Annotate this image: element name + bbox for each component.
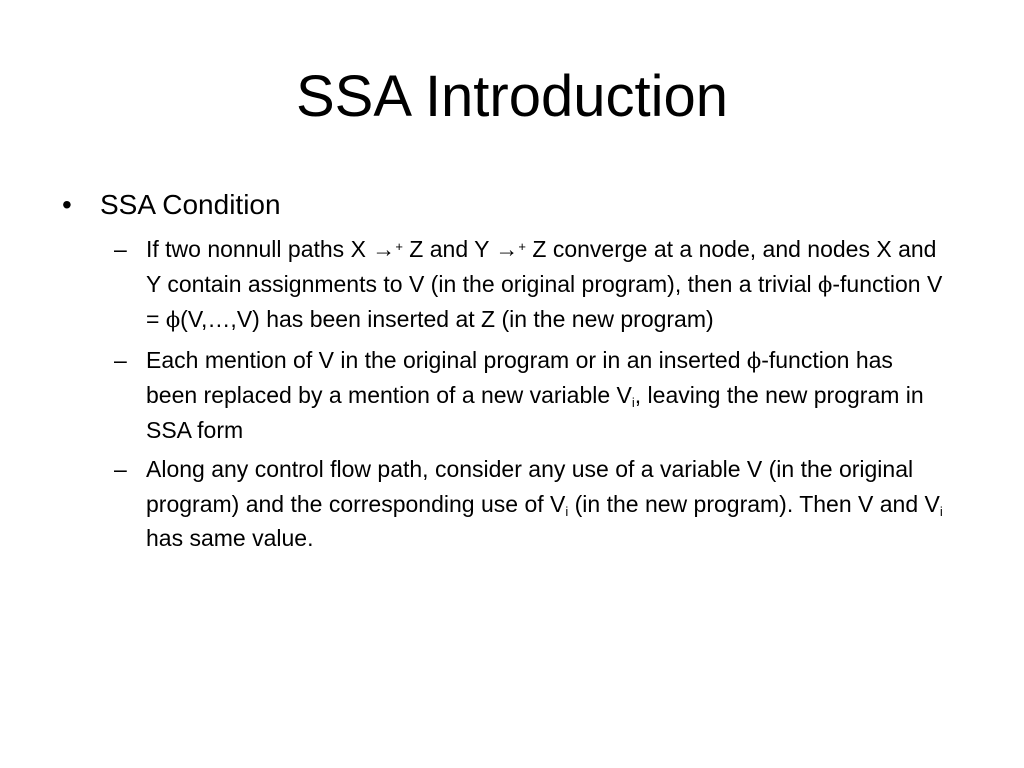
phi-symbol: ϕ — [818, 272, 833, 297]
slide-title: SSA Introduction — [295, 64, 729, 129]
phi-symbol: ϕ — [165, 308, 181, 332]
sub-bullet-item-3 — [62, 452, 946, 556]
sub-bullet-list — [62, 232, 942, 556]
dash-icon: – — [114, 346, 127, 373]
sub-bullet-text: Along any control flow path, consider any use of a variable V (in the original program) and the corresponding use of $V_i$ (in the new program). Then V and $V_i$ has same value. — [146, 456, 943, 551]
phi-symbol: ϕ — [746, 348, 762, 373]
bullet-item-ssa-condition — [62, 186, 942, 224]
bullet-text: SSA Condition — [100, 189, 281, 220]
sub-bullet-item-1 — [62, 232, 946, 338]
bullet-icon: • — [62, 189, 72, 220]
sub-bullet-item-2 — [62, 343, 946, 448]
slide-body — [62, 186, 942, 561]
dash-icon: – — [114, 456, 127, 482]
sub-bullet-text: If two nonnull paths X →+ Z and Y →+ Z converge at a node, and nodes X and Y contain assignments to V (in the original program), then a trivial ϕ-function V = ϕ(V,…,V) has been inserted at Z (in the new program) — [146, 236, 943, 332]
dash-icon: – — [114, 236, 127, 262]
sub-bullet-text: Each mention of V in the original program or in an inserted ϕ-function has been replaced by a mention of a new variable $V_i$, leaving the new program in SSA form — [146, 346, 924, 443]
